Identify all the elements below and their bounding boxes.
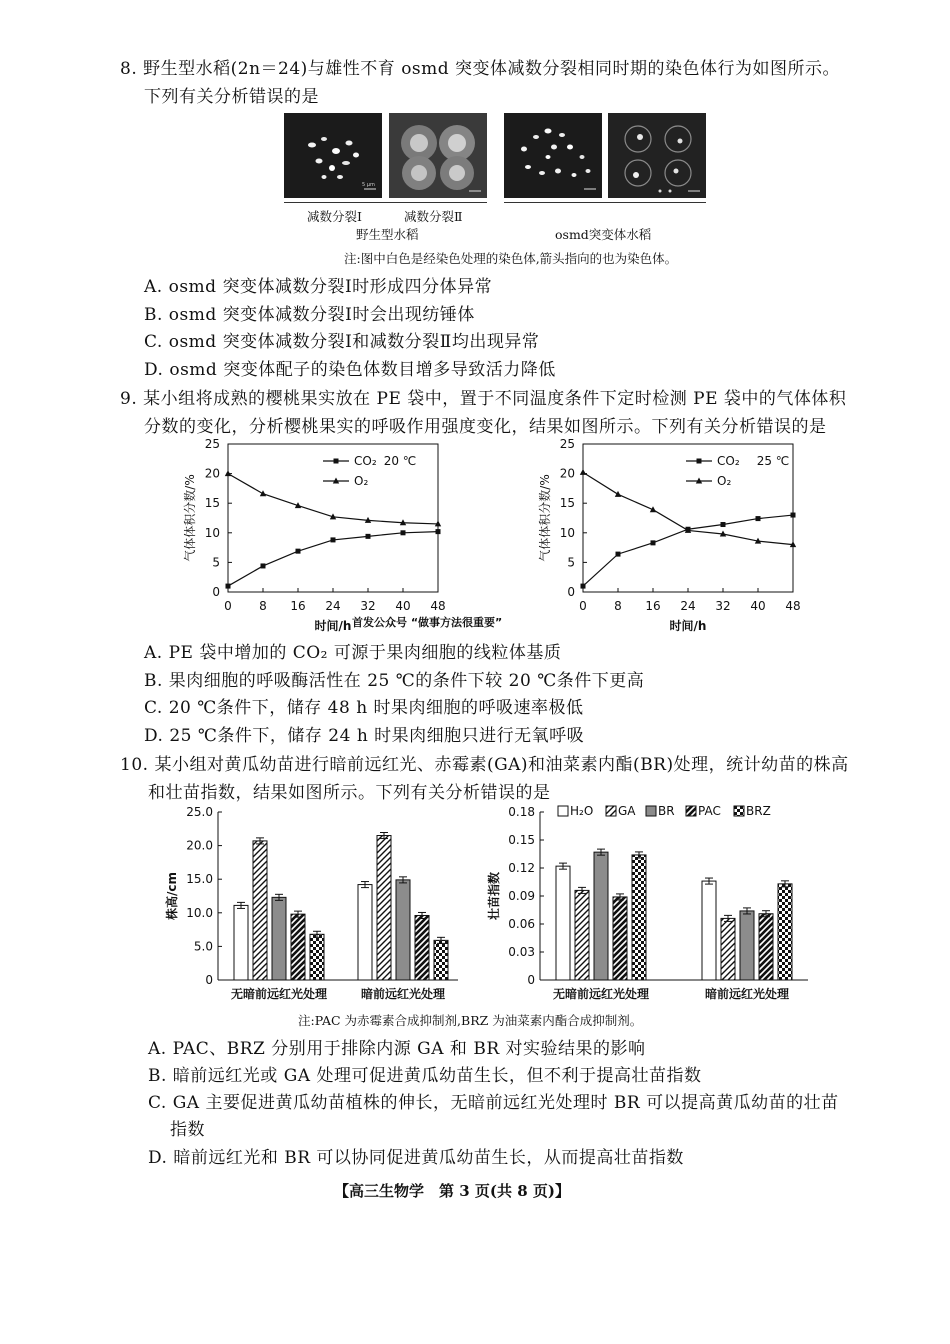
q10-option-c-line2: 指数 bbox=[170, 1120, 205, 1140]
legend-swatch bbox=[686, 806, 696, 816]
legend-label-o2: O₂ bbox=[717, 474, 732, 488]
y-axis-label: 壮苗指数 bbox=[487, 871, 501, 921]
data-point-co2 bbox=[581, 584, 586, 589]
x-tick-label: 16 bbox=[645, 599, 661, 613]
y-tick-label: 15.0 bbox=[186, 872, 213, 887]
data-point-co2 bbox=[791, 513, 796, 518]
y-axis-label: 株高/cm bbox=[165, 871, 179, 921]
micrograph-wild-meiosis-1 bbox=[284, 113, 382, 198]
q10-option-d: D. 暗前远红光和 BR 可以协同促进黄瓜幼苗生长，从而提高壮苗指数 bbox=[148, 1148, 684, 1168]
scale-label: 5 μm bbox=[362, 182, 375, 188]
y-tick-label: 15 bbox=[204, 496, 220, 511]
legend-label: PAC bbox=[698, 804, 721, 818]
x-tick-label: 8 bbox=[259, 599, 267, 613]
y-tick-label: 0.18 bbox=[508, 805, 535, 819]
bar-h2o bbox=[358, 885, 372, 980]
page-footer: 【高三生物学 第 3 页(共 8 页)】 bbox=[334, 1182, 570, 1200]
data-point-co2 bbox=[401, 530, 406, 535]
x-tick-label: 32 bbox=[360, 599, 376, 613]
bar-brz bbox=[434, 940, 448, 980]
category-label: 暗前远红光处理 bbox=[360, 987, 446, 1001]
q8-note: 注:图中白色是经染色处理的染色体,箭头指向的也为染色体。 bbox=[344, 251, 678, 266]
line-chart-25c bbox=[535, 434, 815, 634]
legend-marker-co2 bbox=[334, 459, 339, 464]
q9-stem-line2: 分数的变化，分析樱桃果实的呼吸作用强度变化，结果如图所示。下列有关分析错误的是 bbox=[144, 417, 827, 437]
y-tick-label: 0.06 bbox=[508, 917, 535, 931]
data-point-co2 bbox=[756, 516, 761, 521]
bar-br bbox=[740, 911, 754, 980]
x-tick-label: 24 bbox=[680, 599, 696, 613]
x-tick-label: 48 bbox=[785, 599, 801, 613]
legend-label-co2: CO₂ bbox=[354, 454, 377, 468]
data-point-o2 bbox=[580, 469, 586, 475]
y-tick-label: 10.0 bbox=[186, 905, 213, 920]
legend-label: GA bbox=[618, 804, 636, 818]
wild-bracket-line bbox=[284, 202, 487, 203]
y-tick-label: 0.03 bbox=[508, 945, 535, 959]
y-tick-label: 15 bbox=[559, 496, 575, 511]
q8-option-b: B. osmd 突变体减数分裂Ⅰ时会出现纺锤体 bbox=[144, 305, 475, 325]
caption-wild-type: 野生型水稻 bbox=[356, 227, 419, 242]
legend-label: H₂O bbox=[570, 804, 594, 818]
q9-option-c: C. 20 ℃条件下，储存 48 h 时果肉细胞的呼吸速率极低 bbox=[144, 698, 584, 718]
bar-brz bbox=[310, 934, 324, 980]
q10-option-c-line1: C. GA 主要促进黄瓜幼苗植株的伸长，无暗前远红光处理时 BR 可以提高黄瓜幼苗的壮苗 bbox=[148, 1093, 839, 1113]
bar-br bbox=[396, 880, 410, 980]
series-line-o2 bbox=[583, 472, 793, 544]
q9-option-d: D. 25 ℃条件下，储存 24 h 时果肉细胞只进行无氧呼吸 bbox=[144, 726, 585, 746]
bar-pac bbox=[759, 914, 773, 980]
data-point-co2 bbox=[331, 537, 336, 542]
y-tick-label: 0 bbox=[567, 585, 575, 599]
legend-marker-co2 bbox=[697, 459, 702, 464]
y-tick-label: 0 bbox=[205, 973, 213, 987]
x-tick-label: 0 bbox=[579, 599, 587, 613]
y-axis-label: 气体体积分数/% bbox=[538, 474, 552, 562]
bar-ga bbox=[253, 841, 267, 980]
micrograph-mutant-meiosis-1 bbox=[504, 113, 602, 198]
y-tick-label: 20 bbox=[559, 466, 575, 481]
y-tick-label: 10 bbox=[559, 525, 575, 540]
data-point-co2 bbox=[226, 584, 231, 589]
q8-stem-line1: 8. 野生型水稻(2n＝24)与雄性不育 osmd 突变体减数分裂相同时期的染色体行为如图所示。 bbox=[120, 59, 841, 79]
legend-swatch bbox=[646, 806, 656, 816]
y-tick-label: 20 bbox=[204, 466, 220, 481]
data-point-o2 bbox=[260, 490, 266, 496]
legend-label: BR bbox=[658, 804, 675, 818]
y-tick-label: 0.15 bbox=[508, 833, 535, 847]
y-tick-label: 5.0 bbox=[193, 939, 213, 954]
q8-option-c: C. osmd 突变体减数分裂Ⅰ和减数分裂Ⅱ均出现异常 bbox=[144, 332, 540, 352]
q8-option-a: A. osmd 突变体减数分裂Ⅰ时形成四分体异常 bbox=[144, 277, 493, 297]
y-tick-label: 25 bbox=[204, 437, 220, 451]
y-tick-label: 0.09 bbox=[508, 889, 535, 903]
watermark-text: 首发公众号 “做事方法很重要” bbox=[352, 616, 503, 629]
bar-pac bbox=[613, 897, 627, 980]
caption-meiosis-1: 减数分裂Ⅰ bbox=[307, 209, 362, 224]
bar-h2o bbox=[702, 881, 716, 980]
data-point-co2 bbox=[296, 549, 301, 554]
q10-option-a: A. PAC、BRZ 分别用于排除内源 GA 和 BR 对实验结果的影响 bbox=[148, 1039, 646, 1059]
q9-option-a: A. PE 袋中增加的 CO₂ 可源于果肉细胞的线粒体基质 bbox=[144, 643, 562, 663]
bar-br bbox=[272, 897, 286, 980]
x-tick-label: 48 bbox=[430, 599, 446, 613]
y-axis-label: 气体体积分数/% bbox=[183, 474, 197, 562]
x-axis-label: 时间/h bbox=[314, 619, 352, 633]
y-tick-label: 25.0 bbox=[186, 805, 213, 819]
chart-title-temperature: 20 ℃ bbox=[383, 454, 417, 468]
bar-ga bbox=[377, 836, 391, 980]
bar-h2o bbox=[234, 905, 248, 980]
q10-option-b: B. 暗前远红光或 GA 处理可促进黄瓜幼苗生长，但不利于提高壮苗指数 bbox=[148, 1066, 702, 1086]
x-tick-label: 0 bbox=[224, 599, 232, 613]
q8-stem-line2: 下列有关分析错误的是 bbox=[144, 87, 319, 107]
category-label: 无暗前远红光处理 bbox=[230, 987, 328, 1001]
legend-swatch bbox=[558, 806, 568, 816]
legend-label: BRZ bbox=[746, 804, 771, 818]
x-tick-label: 40 bbox=[750, 599, 766, 613]
q10-note: 注:PAC 为赤霉素合成抑制剂,BRZ 为油菜素内酯合成抑制剂。 bbox=[298, 1013, 643, 1028]
legend-label-o2: O₂ bbox=[354, 474, 369, 488]
bar-pac bbox=[291, 914, 305, 980]
x-axis-label: 时间/h bbox=[669, 619, 707, 633]
y-tick-label: 10 bbox=[204, 525, 220, 540]
bar-brz bbox=[778, 884, 792, 980]
data-point-co2 bbox=[721, 522, 726, 527]
x-tick-label: 32 bbox=[715, 599, 731, 613]
bar-pac bbox=[415, 915, 429, 980]
x-tick-label: 8 bbox=[614, 599, 622, 613]
caption-mutant: osmd突变体水稻 bbox=[555, 227, 652, 242]
bar-brz bbox=[632, 855, 646, 980]
bar-br bbox=[594, 852, 608, 980]
legend-swatch bbox=[606, 806, 616, 816]
category-label: 暗前远红光处理 bbox=[704, 987, 790, 1001]
micrograph-mutant-meiosis-2 bbox=[608, 113, 706, 198]
chart-title-temperature: 25 ℃ bbox=[756, 454, 790, 468]
q8-option-d: D. osmd 突变体配子的染色体数目增多导致活力降低 bbox=[144, 360, 556, 380]
category-label: 无暗前远红光处理 bbox=[552, 987, 650, 1001]
x-tick-label: 40 bbox=[395, 599, 411, 613]
legend-swatch bbox=[734, 806, 744, 816]
data-point-co2 bbox=[616, 552, 621, 557]
y-tick-label: 0.12 bbox=[508, 861, 535, 875]
data-point-co2 bbox=[261, 563, 266, 568]
line-chart-20c bbox=[180, 434, 460, 634]
q9-stem-line1: 9. 某小组将成熟的樱桃果实放在 PE 袋中，置于不同温度条件下定时检测 PE 袋中的气体体积 bbox=[120, 389, 847, 409]
series-line-co2 bbox=[583, 515, 793, 586]
bar-ga bbox=[721, 918, 735, 980]
data-point-o2 bbox=[615, 491, 621, 497]
bar-chart-seedling-index bbox=[482, 800, 822, 1005]
y-tick-label: 20.0 bbox=[186, 838, 213, 853]
data-point-co2 bbox=[436, 529, 441, 534]
bar-h2o bbox=[556, 866, 570, 980]
x-tick-label: 16 bbox=[290, 599, 306, 613]
y-tick-label: 0 bbox=[527, 973, 535, 987]
legend-label-co2: CO₂ bbox=[717, 454, 740, 468]
q9-option-b: B. 果肉细胞的呼吸酶活性在 25 ℃的条件下较 20 ℃条件下更高 bbox=[144, 671, 645, 691]
mutant-bracket-line bbox=[504, 202, 706, 203]
y-tick-label: 0 bbox=[212, 585, 220, 599]
q10-stem-line1: 10. 某小组对黄瓜幼苗进行暗前远红光、赤霉素(GA)和油菜素内酯(BR)处理，统计幼苗的株高 bbox=[120, 755, 849, 775]
bar-ga bbox=[575, 890, 589, 980]
caption-meiosis-2: 减数分裂Ⅱ bbox=[404, 209, 463, 224]
data-point-co2 bbox=[366, 534, 371, 539]
y-tick-label: 5 bbox=[212, 555, 220, 570]
y-tick-label: 5 bbox=[567, 555, 575, 570]
data-point-co2 bbox=[651, 540, 656, 545]
bar-chart-plant-height bbox=[160, 800, 470, 1005]
q10-stem-line2: 和壮苗指数，结果如图所示。下列有关分析错误的是 bbox=[148, 783, 551, 803]
micrograph-wild-meiosis-2 bbox=[389, 113, 487, 198]
x-tick-label: 24 bbox=[325, 599, 341, 613]
y-tick-label: 25 bbox=[559, 437, 575, 451]
